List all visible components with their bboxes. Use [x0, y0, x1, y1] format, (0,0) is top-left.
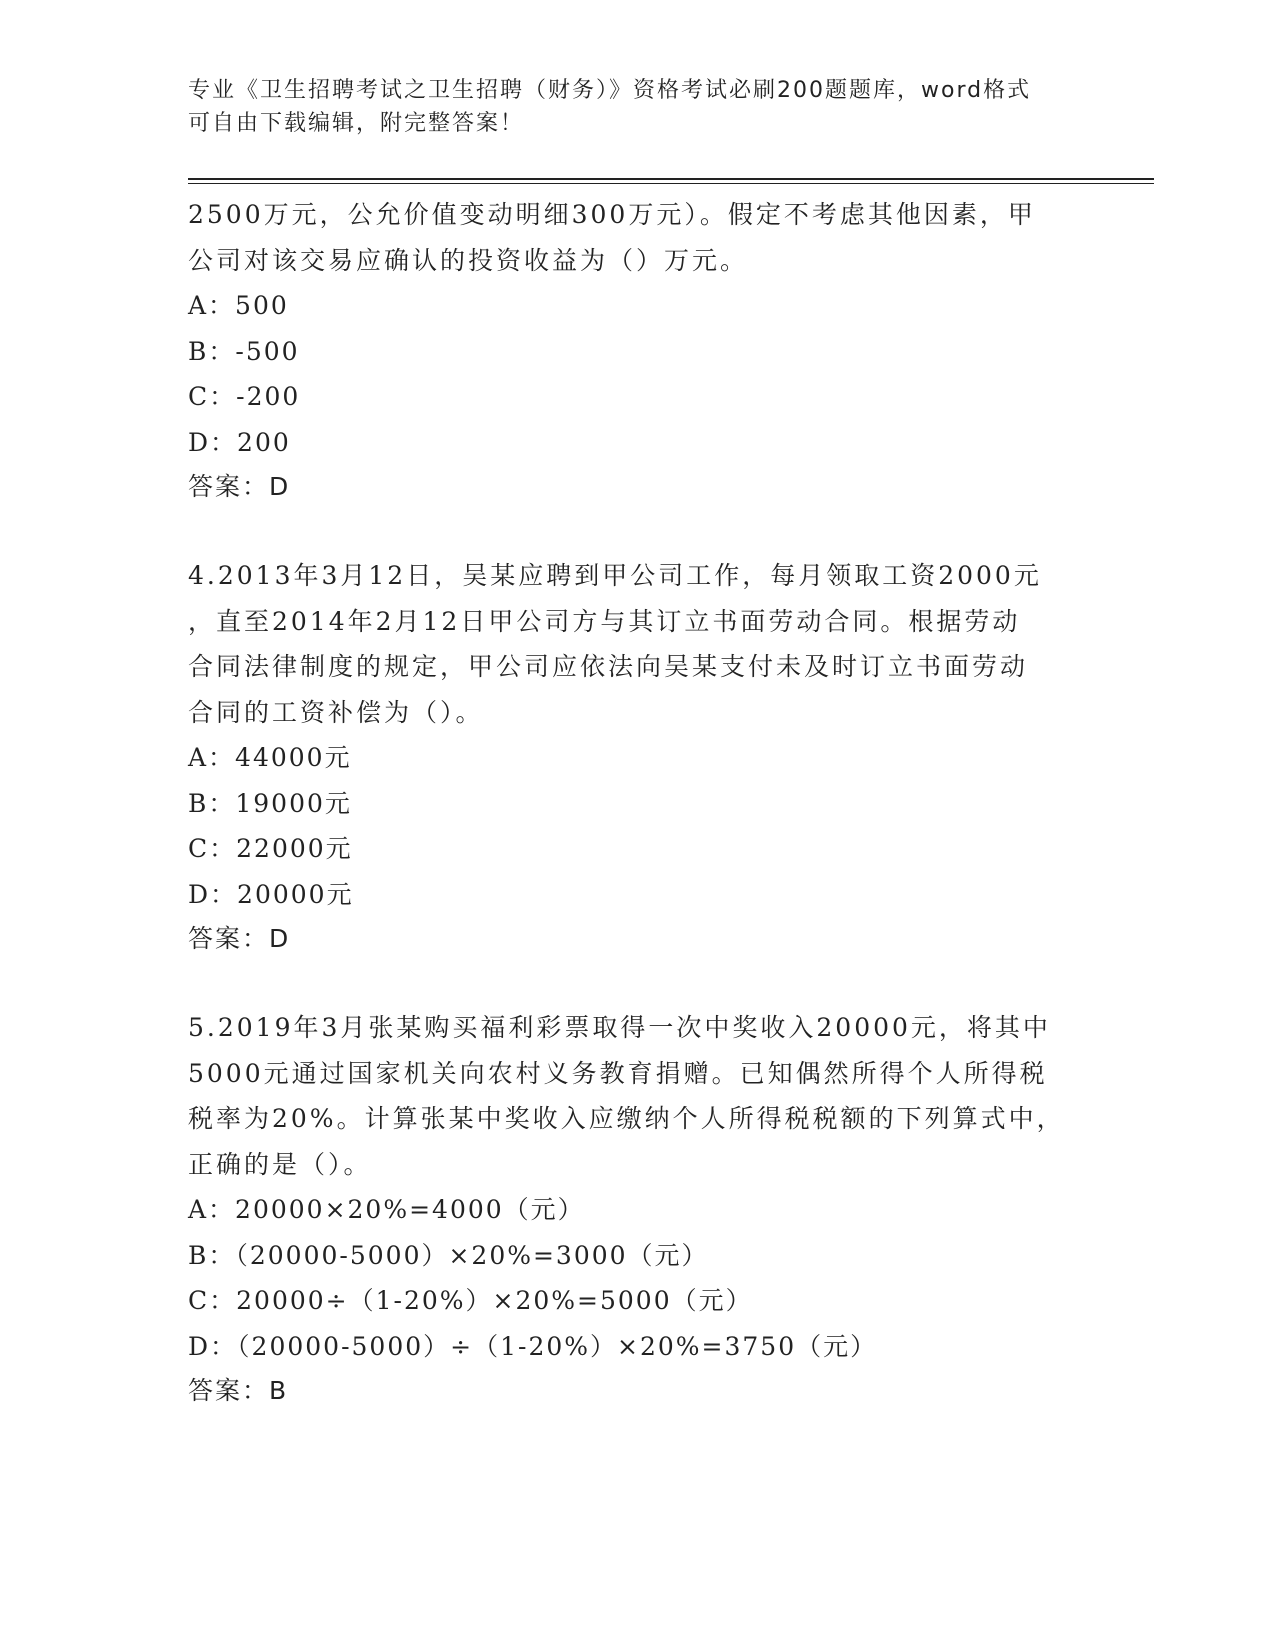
question-text-line: 税率为20%。计算张某中奖收入应缴纳个人所得税税额的下列算式中，	[188, 1104, 1065, 1133]
option-b: B：19000元	[188, 788, 352, 818]
option-a: A：20000×20%=4000（元）	[188, 1195, 585, 1224]
question-4	[188, 553, 1068, 961]
option-d: D：20000元	[188, 879, 354, 909]
option-a: A：500	[188, 291, 289, 320]
question-text-line: 合同法律制度的规定，甲公司应依法向吴某支付未及时订立书面劳动	[188, 652, 1029, 681]
header-rule-thin	[188, 183, 1154, 184]
spacer	[188, 961, 1068, 1005]
question-text-line: ，直至2014年2月12日甲公司方与其订立书面劳动合同。根据劳动	[188, 606, 1021, 636]
option-b: B：-500	[188, 336, 300, 366]
option-c: C：-200	[188, 382, 301, 411]
header-line-1: 专业《卫生招聘考试之卫生招聘（财务）》资格考试必刷200题题库，word格式	[188, 78, 1032, 103]
option-b: B：（20000-5000）×20%=3000（元）	[188, 1240, 709, 1270]
header-rule-thick	[188, 178, 1154, 180]
question-text-line: 正确的是（）。	[188, 1149, 372, 1179]
answer: 答案：B	[188, 1376, 289, 1405]
option-a: A：44000元	[188, 743, 352, 772]
question-text-line: 5000元通过国家机关向农村义务教育捐赠。已知偶然所得个人所得税	[188, 1058, 1048, 1088]
question-text-line: 4.2013年3月12日，吴某应聘到甲公司工作，每月领取工资2000元	[188, 561, 1042, 590]
document-body	[188, 192, 1068, 1413]
document-header	[188, 74, 1058, 140]
answer: 答案：D	[188, 924, 291, 953]
answer: 答案：D	[188, 472, 291, 501]
question-text-line: 合同的工资补偿为（）。	[188, 697, 484, 727]
question-text-line: 5.2019年3月张某购买福利彩票取得一次中奖收入20000元，将其中	[188, 1013, 1051, 1042]
option-c: C：20000÷（1-20%）×20%=5000（元）	[188, 1286, 753, 1315]
option-c: C：22000元	[188, 834, 353, 863]
question-text-line: 公司对该交易应确认的投资收益为（）万元。	[188, 245, 749, 275]
spacer	[188, 509, 1068, 553]
question-3	[188, 192, 1068, 509]
question-5	[188, 1005, 1068, 1413]
option-d: D：（20000-5000）÷（1-20%）×20%=3750（元）	[188, 1331, 878, 1361]
header-line-2: 可自由下载编辑，附完整答案！	[188, 111, 525, 136]
option-d: D：200	[188, 427, 291, 457]
question-text-line: 2500万元，公允价值变动明细300万元）。假定不考虑其他因素，甲	[188, 200, 1036, 229]
